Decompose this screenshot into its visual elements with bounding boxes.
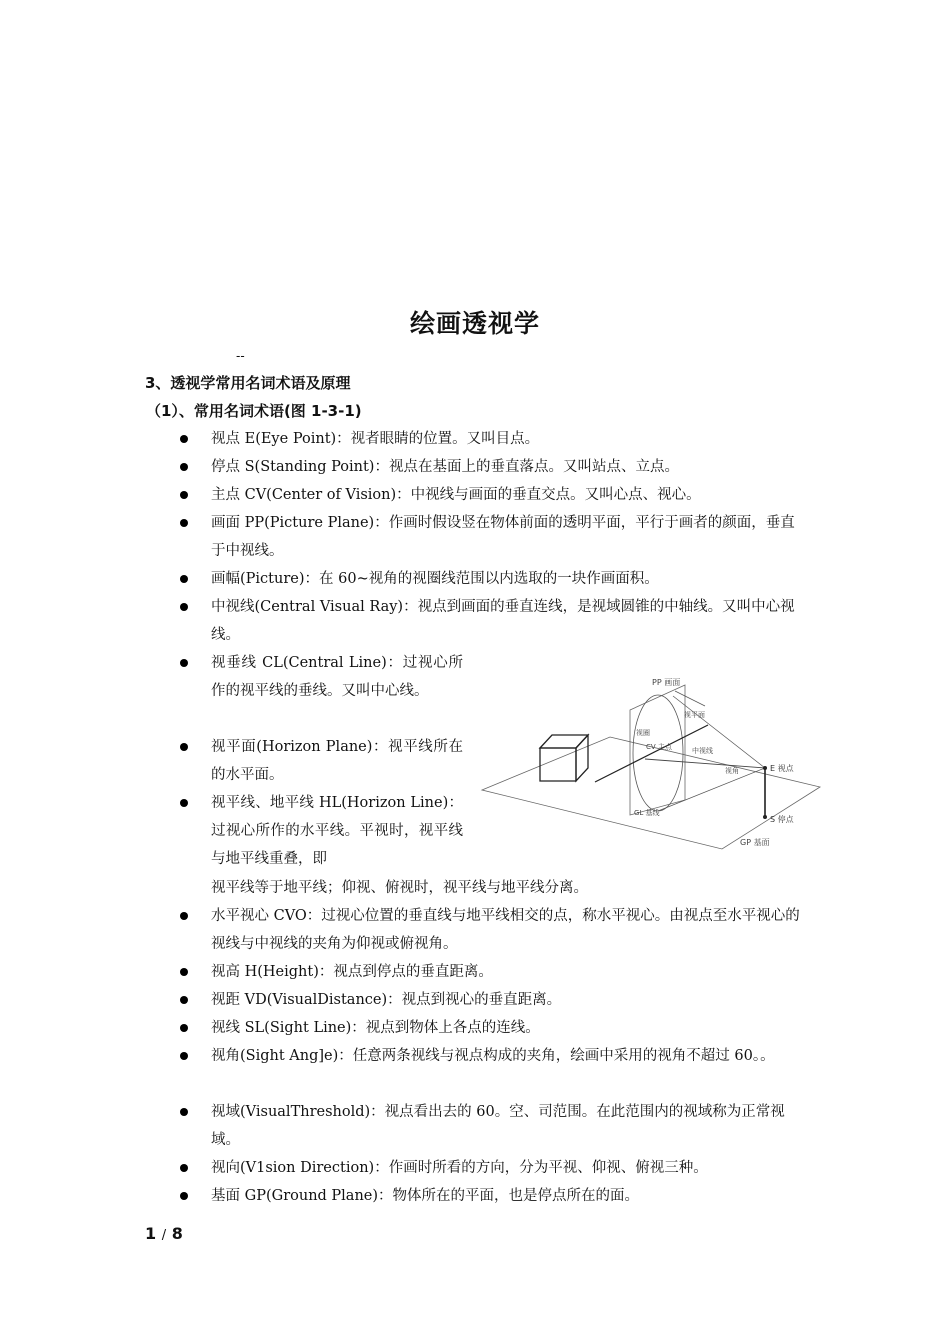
list-item-continuation: 视平线等于地平线；仰视、俯视时，视平线与地平线分离。 [211, 880, 588, 896]
bullet-icon [180, 519, 188, 527]
bullet-icon [180, 575, 188, 583]
label-center-of-vision: CV 主点 [646, 743, 672, 751]
label-picture-plane: PP 画面 [652, 678, 681, 687]
bullet-icon [180, 996, 188, 1004]
sight-line [673, 696, 765, 768]
label-horizon-plane: 视平面 [684, 711, 705, 719]
list-item: 视高 H(Height)：视点到停点的垂直距离。 [180, 958, 809, 986]
bullet-icon [180, 491, 188, 499]
bullet-icon [180, 603, 188, 611]
bullet-icon [180, 799, 188, 807]
list-item: 主点 CV(Center of Vision)：中视线与画面的垂直交点。又叫心点、视心。 [180, 481, 809, 509]
bullet-icon [180, 659, 188, 667]
standing-point-icon [763, 815, 767, 819]
list-item: 视距 VD(VisualDistance)：视点到视心的垂直距离。 [180, 986, 809, 1014]
bullet-icon [180, 1024, 188, 1032]
list-item: 视角(Sight Ang]e)：任意两条视线与视点构成的夹角，绘画中采用的视角不超过 60。。 [180, 1042, 809, 1070]
list-item: 停点 S(Standing Point)：视点在基面上的垂直落点。又叫站点、立点。 [180, 453, 809, 481]
label-eye-point: E 视点 [770, 764, 794, 773]
label-central-ray: 中视线 [692, 747, 713, 755]
label-ground-line: GL 基线 [634, 809, 660, 817]
page-separator: / [161, 1228, 167, 1243]
list-item: 视平面(Horizon Plane)：视平线所在的水平面。 [180, 733, 463, 789]
horizon-plane-line [675, 691, 705, 706]
page-current: 1 [145, 1224, 157, 1243]
page-number [145, 1224, 183, 1243]
bullet-icon [180, 1108, 188, 1116]
list-item: 视线 SL(Sight Line)：视点到物体上各点的连线。 [180, 1014, 809, 1042]
bullet-icon [180, 1052, 188, 1060]
list-item: 画面 PP(Picture Plane)：作画时假设竖在物体前面的透明平面，平行于画者的颜面，垂直于中视线。 [180, 509, 809, 565]
bullet-icon [180, 1192, 188, 1200]
bullet-icon [180, 743, 188, 751]
list-item: 视平线、地平线 HL(Horizon Line)：过视心所作的水平线。平视时，视平线与地平线重叠，即 [180, 789, 463, 873]
sight-line [658, 768, 765, 811]
subsection-heading: （1）、常用名词术语(图 1-3-1) [146, 402, 362, 420]
central-visual-ray [645, 759, 765, 768]
section-heading: 3、透视学常用名词术语及原理 [145, 374, 351, 392]
bullet-icon [180, 1164, 188, 1172]
label-visual-circle: 视圈 [636, 729, 650, 737]
list-item: 中视线(Central Visual Ray)：视点到画面的垂直连线，是视域圆锥的中轴线。又叫中心视线。 [180, 593, 809, 649]
label-sight-angle: 视角 [725, 767, 739, 775]
bullet-icon [180, 435, 188, 443]
perspective-figure [470, 665, 830, 855]
list-item: 基面 GP(Ground Plane)：物体所在的平面，也是停点所在的面。 [180, 1182, 809, 1210]
list-item: 视向(V1sion Direction)：作画时所看的方向，分为平视、仰视、俯视三种。 [180, 1154, 809, 1182]
cube-icon [540, 735, 588, 781]
list-item: 视点 E(Eye Point)：视者眼睛的位置。又叫目点。 [180, 425, 809, 453]
bullet-icon [180, 912, 188, 920]
bullet-icon [180, 463, 188, 471]
bullet-icon [180, 968, 188, 976]
list-item: 水平视心 CVO：过视心位置的垂直线与地平线相交的点，称水平视心。由视点至水平视心的视线与中视线的夹角为仰视或俯视角。 [180, 902, 809, 958]
list-item: 视垂线 CL(Central Line)：过视心所作的视平线的垂线。又叫中心线。 [180, 649, 463, 705]
label-ground-plane: GP 基面 [740, 838, 770, 847]
list-item: 视域(VisualThreshold)：视点看出去的 60。空、司范围。在此范围内的视域称为正常视域。 [180, 1098, 809, 1154]
page-total: 8 [171, 1224, 183, 1243]
eye-point-icon [763, 766, 767, 770]
document-title: 绘画透视学 [409, 309, 540, 338]
header-dash: -- [236, 348, 245, 363]
list-item: 画幅(Picture)：在 60~视角的视圈线范围以内选取的一块作画面积。 [180, 565, 809, 593]
label-standing-point: S 停点 [770, 815, 794, 824]
